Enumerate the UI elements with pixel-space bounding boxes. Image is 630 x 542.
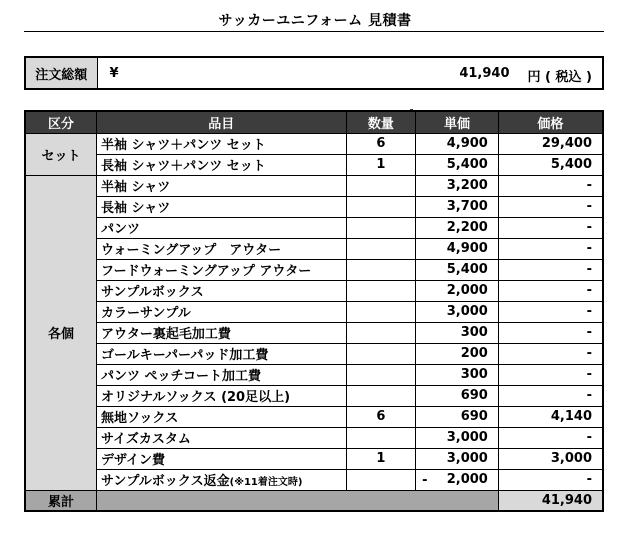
header-item: 品目 [96, 111, 346, 133]
item-qty: 1 [346, 154, 415, 175]
item-qty [346, 196, 415, 217]
item-unit-price: 3,000 [416, 427, 499, 448]
order-total-label: 注文総額 [25, 57, 97, 89]
item-name: オリジナルソックス (20足以上) [96, 385, 346, 406]
item-qty [346, 301, 415, 322]
item-qty [346, 343, 415, 364]
item-qty: 1 [346, 448, 415, 469]
item-amount: - [498, 259, 603, 280]
item-amount: - [498, 217, 603, 238]
item-amount: - [498, 364, 603, 385]
item-name: ゴールキーパーパッド加工費 [96, 343, 346, 364]
item-unit-price: 4,900 [416, 238, 499, 259]
table-row [25, 196, 603, 217]
item-name: フードウォーミングアップ アウター [96, 259, 346, 280]
item-amount: - [498, 322, 603, 343]
item-unit-price: 690 [416, 406, 499, 427]
header-category: 区分 [25, 111, 96, 133]
item-name: パンツ [96, 217, 346, 238]
item-qty [346, 217, 415, 238]
summary-amount: 41,940 [498, 490, 603, 511]
summary-row [25, 490, 603, 511]
table-row [25, 427, 603, 448]
item-qty [346, 280, 415, 301]
item-unit-price: 3,200 [416, 175, 499, 196]
item-name: デザイン費 [96, 448, 346, 469]
item-name: アウター裏起毛加工費 [96, 322, 346, 343]
item-name: サイズカスタム [96, 427, 346, 448]
table-row [25, 385, 603, 406]
table-row [25, 259, 603, 280]
item-amount: - [498, 238, 603, 259]
table-row [25, 217, 603, 238]
item-unit-price: 2,200 [416, 217, 499, 238]
item-amount: - [498, 469, 603, 490]
item-qty [346, 427, 415, 448]
item-amount: - [498, 280, 603, 301]
category-each: 各個 [25, 175, 96, 490]
item-name: 半袖 シャツ [96, 175, 346, 196]
item-name: サンプルボックス [96, 280, 346, 301]
table-row [25, 469, 603, 490]
price-minus-sign: - [422, 472, 428, 488]
item-amount: 29,400 [498, 133, 603, 154]
table-row [25, 154, 603, 175]
item-amount: - [498, 385, 603, 406]
table-row [25, 448, 603, 469]
item-name: 無地ソックス [96, 406, 346, 427]
item-amount: - [498, 343, 603, 364]
table-header-row [25, 111, 603, 133]
document-title: サッカーユニフォーム 見積書 [218, 13, 412, 29]
item-qty [346, 364, 415, 385]
order-total-table [24, 56, 604, 90]
item-amount: - [498, 427, 603, 448]
item-unit-price: 200 [416, 343, 499, 364]
table-row [25, 175, 603, 196]
item-qty [346, 175, 415, 196]
table-row [25, 133, 603, 154]
category-set: セット [25, 133, 96, 175]
header-qty: 数量 [346, 111, 415, 133]
item-amount: - [498, 301, 603, 322]
item-unit-price: 2,000 [446, 472, 488, 487]
item-unit-price: 300 [416, 322, 499, 343]
item-unit-price: 3,000 [416, 301, 499, 322]
item-qty: 6 [346, 133, 415, 154]
item-unit-price: 4,900 [416, 133, 499, 154]
item-amount: 4,140 [498, 406, 603, 427]
item-name: 半袖 シャツ＋パンツ セット [96, 133, 346, 154]
item-name: 長袖 シャツ＋パンツ セット [96, 154, 346, 175]
order-total-amount: 41,940 [459, 66, 510, 81]
estimate-items-table [24, 110, 604, 512]
item-name: カラーサンプル [96, 301, 346, 322]
item-amount: 3,000 [498, 448, 603, 469]
item-amount: 5,400 [498, 154, 603, 175]
item-name: 長袖 シャツ [96, 196, 346, 217]
item-qty: 6 [346, 406, 415, 427]
table-row [25, 406, 603, 427]
order-total-value-cell [97, 57, 603, 89]
item-unit-price: 5,400 [416, 259, 499, 280]
item-name: サンプルボックス返金 [100, 474, 230, 489]
header-amount: 価格 [498, 111, 603, 133]
item-qty [346, 259, 415, 280]
table-row [25, 280, 603, 301]
item-qty [346, 385, 415, 406]
item-name-note: (※11着注文時) [229, 477, 303, 488]
item-unit-price: 5,400 [416, 154, 499, 175]
table-row [25, 343, 603, 364]
table-row [25, 238, 603, 259]
item-unit-price: 2,000 [416, 280, 499, 301]
item-amount: - [498, 196, 603, 217]
title-underline [24, 31, 604, 32]
item-amount: - [498, 175, 603, 196]
item-name: パンツ ペッチコート加工費 [96, 364, 346, 385]
table-row [25, 301, 603, 322]
item-qty [346, 238, 415, 259]
item-unit-price-cell [416, 469, 499, 490]
table-row [25, 364, 603, 385]
summary-spacer [96, 490, 498, 511]
item-unit-price: 3,700 [416, 196, 499, 217]
table-row [25, 322, 603, 343]
header-unit-price: 単価 [416, 111, 499, 133]
yen-symbol: ¥ [109, 66, 119, 81]
item-name: ウォーミングアップ アウター [96, 238, 346, 259]
summary-label: 累計 [25, 490, 96, 511]
item-qty [346, 322, 415, 343]
item-unit-price: 300 [416, 364, 499, 385]
item-qty [346, 469, 415, 490]
item-unit-price: 690 [416, 385, 499, 406]
item-unit-price: 3,000 [416, 448, 499, 469]
item-name-cell [96, 469, 346, 490]
order-total-unit: 円 ( 税込 ) [527, 70, 592, 85]
